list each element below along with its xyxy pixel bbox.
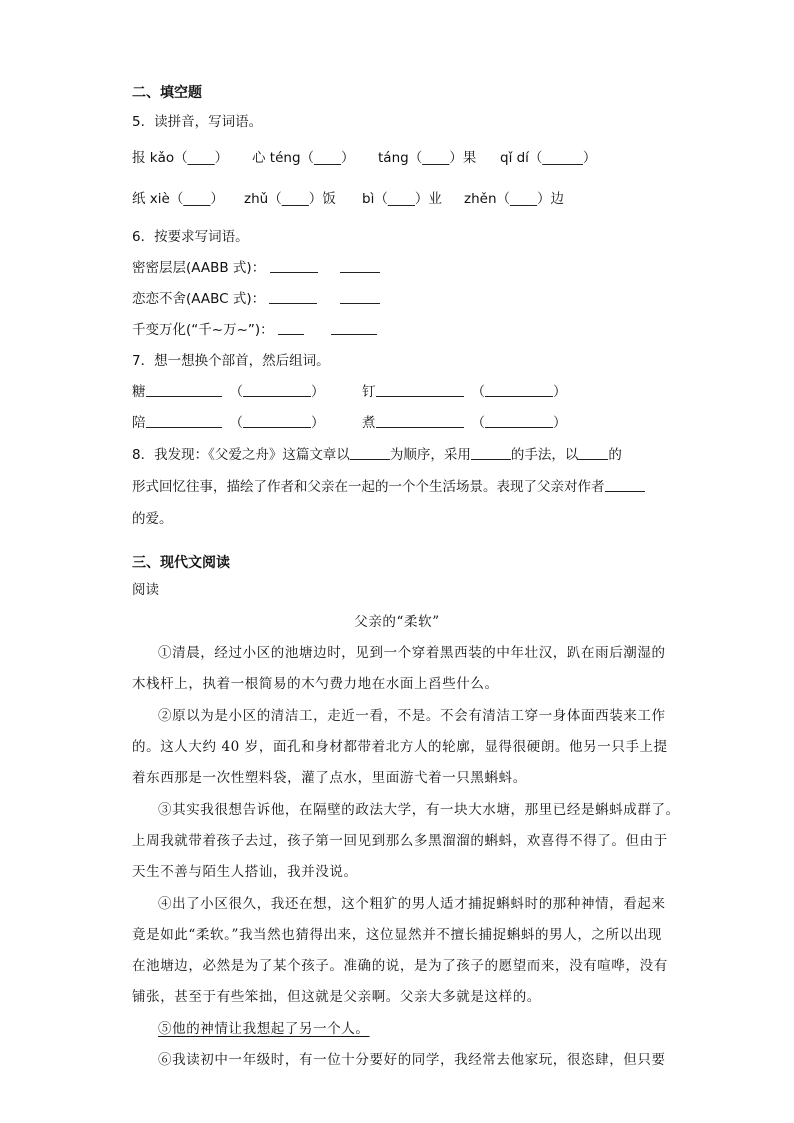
q7-group xyxy=(132,380,325,400)
q5-item[interactable]: 报 kǎo（____） xyxy=(132,150,229,166)
paren: ） xyxy=(553,384,567,400)
answer-blank[interactable] xyxy=(350,447,390,460)
q5-item[interactable]: zhěn（____）边 xyxy=(464,191,565,207)
paren: （ xyxy=(229,415,243,431)
q8-text: 8．我发现：《父爱之舟》这篇文章以 xyxy=(132,447,350,463)
answer-blank[interactable] xyxy=(146,415,222,428)
answer-blank[interactable] xyxy=(269,291,317,304)
answer-blank[interactable] xyxy=(376,415,464,428)
q7-group xyxy=(362,380,567,400)
answer-blank[interactable] xyxy=(471,447,511,460)
answer-blank[interactable] xyxy=(146,384,222,397)
passage-line: ③其实我很想告诉他，在隔壁的政法大学，有一块大水塘，那里已经是蝌蚪成群了。 xyxy=(158,802,680,818)
answer-blank[interactable] xyxy=(340,260,380,273)
q8-text: 的 xyxy=(608,447,622,463)
q5-item[interactable]: qǐ dí（______） xyxy=(500,150,597,166)
q6-item-aabb xyxy=(132,256,380,276)
question-5-prompt: 5．读拼音，写词语。 xyxy=(132,114,263,130)
passage-line: 天生不善与陌生人搭讪，我并没说。 xyxy=(132,864,358,880)
passage-line: 木栈杆上，执着一根简易的木勺费力地在水面上舀些什么。 xyxy=(132,676,499,692)
passage-line: 竟是如此“柔软。”我当然也猜得出来，这位显然并不擅长捕捉蝌蚪的男人，之所以出现 xyxy=(132,927,662,943)
q8-text: 形式回忆往事，描绘了作者和父亲在一起的一个个生活场景。表现了父亲对作者 xyxy=(132,479,605,495)
answer-blank[interactable] xyxy=(578,447,608,460)
q8-text: 的手法，以 xyxy=(510,447,579,463)
question-8-line-3: 的爱。 xyxy=(132,511,173,527)
passage-line: ①清晨，经过小区的池塘边时，见到一个穿着黑西装的中年壮汉，趴在雨后潮湿的 xyxy=(158,645,666,661)
answer-blank[interactable] xyxy=(485,384,553,397)
q5-item[interactable]: táng（____）果 xyxy=(378,150,477,166)
section-heading-reading: 三、现代文阅读 xyxy=(132,555,230,571)
answer-blank[interactable] xyxy=(270,260,318,273)
reading-subheading: 阅读 xyxy=(132,582,159,598)
answer-blank[interactable] xyxy=(243,384,311,397)
answer-blank[interactable] xyxy=(605,479,645,492)
q7-char: 陪 xyxy=(132,415,146,431)
paren: ） xyxy=(311,384,325,400)
q6-label: 恋恋不舍(AABC 式)： xyxy=(132,291,266,307)
q5-item[interactable]: zhǔ（____）饭 xyxy=(244,191,336,207)
q6-item-aabc xyxy=(132,287,380,307)
answer-blank[interactable] xyxy=(331,322,377,335)
paren: （ xyxy=(229,384,243,400)
q5-item[interactable]: 心 téng（____） xyxy=(252,150,355,166)
answer-blank[interactable] xyxy=(376,384,464,397)
passage-line: ②原以为是小区的清洁工，走近一看，不是。不会有清洁工穿一身体面西装来工作 xyxy=(158,708,666,724)
paren: （ xyxy=(471,415,485,431)
paren: ） xyxy=(311,415,325,431)
passage-line: 铺张，甚至于有些笨拙，但这就是父亲啊。父亲大多就是这样的。 xyxy=(132,989,541,1005)
q7-group xyxy=(362,411,567,431)
passage-line: ⑥我读初中一年级时，有一位十分要好的同学，我经常去他家玩，很恣肆，但只要 xyxy=(158,1052,666,1068)
passage-line: 上周我就带着孩子去过，孩子第一回见到那么多黑溜溜的蝌蚪，欢喜得不得了。但由于 xyxy=(132,833,668,849)
passage-line: 的。这人大约 40 岁，面孔和身材都带着北方人的轮廓，显得很硬朗。他另一只手上提 xyxy=(132,739,668,755)
q5-item[interactable]: 纸 xiè（____） xyxy=(132,191,224,207)
question-6-prompt: 6．按要求写词语。 xyxy=(132,229,249,245)
q6-label: 千变万化(“千~万~”)： xyxy=(132,322,274,338)
passage-line: 在池塘边，必然是为了某个孩子。准确的说，是为了孩子的愿望而来，没有喧哗，没有 xyxy=(132,958,668,974)
q7-group xyxy=(132,411,325,431)
q6-label: 密密层层(AABB 式)： xyxy=(132,260,266,276)
question-8-line-2 xyxy=(132,475,645,495)
answer-blank[interactable] xyxy=(243,415,311,428)
paren: （ xyxy=(471,384,485,400)
q7-char: 钉 xyxy=(362,384,376,400)
answer-blank[interactable] xyxy=(485,415,553,428)
passage-line: 着东西那是一次性塑料袋，灌了点水，里面游弋着一只黑蝌蚪。 xyxy=(132,770,527,786)
answer-blank[interactable] xyxy=(278,322,304,335)
passage-line: ④出了小区很久，我还在想，这个粗犷的男人适才捕捉蝌蚪时的那种神情，看起来 xyxy=(158,896,666,912)
q5-item[interactable]: bì（____）业 xyxy=(362,191,442,207)
question-7-prompt: 7．想一想换个部首，然后组词。 xyxy=(132,353,330,369)
passage-line-underlined xyxy=(132,1017,688,1037)
question-8-line-1 xyxy=(132,443,622,463)
passage-title: 父亲的“柔软” xyxy=(354,614,440,630)
section-heading-fill-blank: 二、填空题 xyxy=(132,85,202,101)
q7-char: 糖 xyxy=(132,384,146,400)
paren: ） xyxy=(553,415,567,431)
underlined-sentence: ⑤他的神情让我想起了另一个人。 xyxy=(158,1021,370,1037)
answer-blank[interactable] xyxy=(340,291,380,304)
q6-item-qian-wan xyxy=(132,318,377,338)
q7-char: 煮 xyxy=(362,415,376,431)
q8-text: 为顺序，采用 xyxy=(389,447,471,463)
